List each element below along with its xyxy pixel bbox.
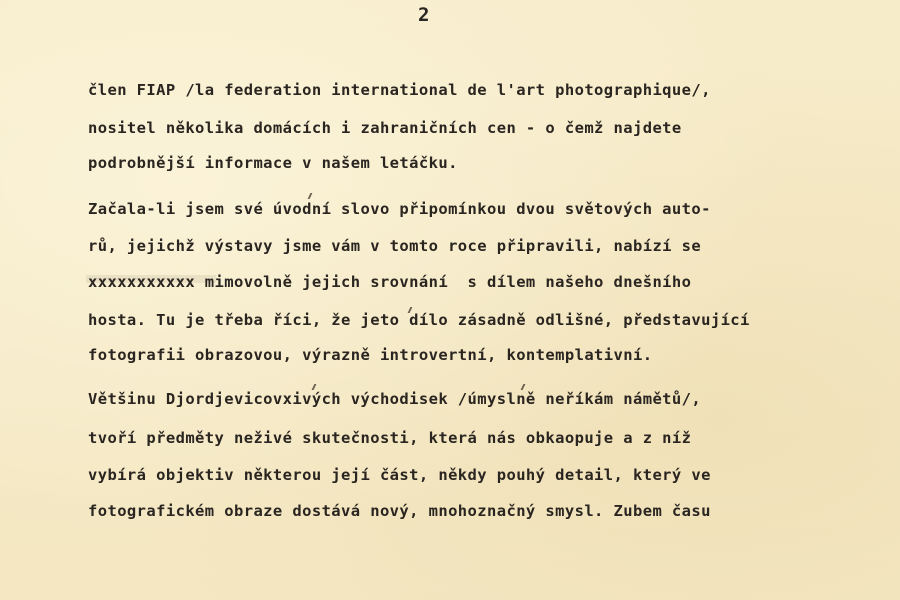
text-line-1: člen FIAP /la federation international de l'art photographique/, bbox=[88, 81, 711, 99]
text-line-7: hosta. Tu je třeba říci, že jeto dílo zásadně odlišné, představující bbox=[88, 311, 750, 329]
text-line-2: nositel několika domácích i zahraničních cen - o čemž najdete bbox=[88, 119, 682, 137]
page-number: 2 bbox=[418, 4, 431, 26]
text-line-9: Většinu Djordjevicovxivých východisek /úmyslně neříkám námětů/, bbox=[88, 390, 702, 408]
text-line-3: podrobnější informace v našem letáčku. bbox=[88, 154, 458, 172]
text-line-5: rů, jejichž výstavy jsme vám v tomto roce připravili, nabízí se bbox=[88, 237, 702, 255]
text-line-11: vybírá objektiv některou její část, někdy pouhý detail, který ve bbox=[88, 466, 711, 484]
text-line-8: fotografii obrazovou, výrazně introvertní, kontemplativní. bbox=[88, 346, 653, 364]
text-line-4: Začala-li jsem své úvodní slovo připomínkou dvou světových auto- bbox=[88, 200, 711, 218]
text-line-6: xxxxxxxxxxx mimovolně jejich srovnání s dílem našeho dnešního bbox=[88, 273, 692, 291]
text-line-12: fotografickém obraze dostává nový, mnohoznačný smysl. Zubem času bbox=[88, 502, 711, 520]
text-line-10: tvoří předměty neživé skutečnosti, která nás obkaopuje a z níž bbox=[88, 429, 692, 447]
